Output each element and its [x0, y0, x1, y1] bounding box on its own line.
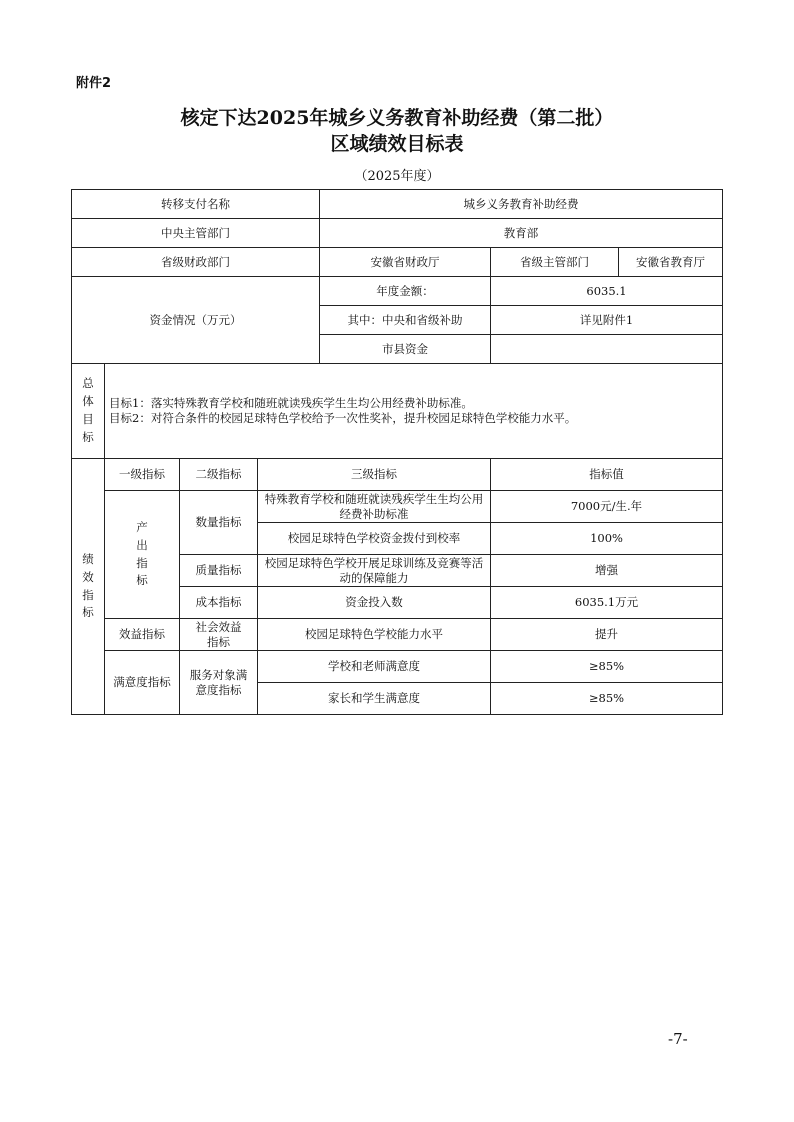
- performance-target-table: [71, 189, 723, 715]
- header-value: 指标值: [491, 459, 723, 491]
- cost-label: 成本指标: [180, 587, 258, 619]
- transfer-name-value: 城乡义务教育补助经费: [320, 190, 723, 219]
- overall-goal-content: [105, 364, 723, 459]
- cost-item-value: 6035.1万元: [491, 587, 723, 619]
- table-row: [72, 459, 723, 491]
- table-row: [72, 619, 723, 651]
- header-level3: 三级指标: [258, 459, 491, 491]
- page-title-line1: 核定下达2025年城乡义务教育补助经费（第二批）: [180, 107, 614, 129]
- satisfaction-item-2-name: 家长和学生满意度: [258, 683, 491, 715]
- prov-finance-label: 省级财政部门: [72, 248, 320, 277]
- table-row: [72, 248, 723, 277]
- satisfaction-label: 满意度指标: [105, 651, 180, 715]
- county-funds-label: 市县资金: [320, 335, 491, 364]
- quantity-label: 数量指标: [180, 491, 258, 555]
- attachment-label: 附件2: [76, 76, 112, 91]
- year-label: （2025年度）: [354, 169, 440, 184]
- performance-label: 绩效指标: [72, 459, 105, 715]
- central-dept-value: 教育部: [320, 219, 723, 248]
- table-row: [72, 219, 723, 248]
- central-dept-label: 中央主管部门: [72, 219, 320, 248]
- quantity-item-1-value: 7000元/生.年: [491, 491, 723, 523]
- header-level2: 二级指标: [180, 459, 258, 491]
- central-prov-value: 详见附件1: [491, 306, 723, 335]
- central-prov-label: 其中：中央和省级补助: [320, 306, 491, 335]
- quantity-item-2-name: 校园足球特色学校资金拨付到校率: [258, 523, 491, 555]
- county-funds-value: [491, 335, 723, 364]
- goal-2: 目标2：对符合条件的校园足球特色学校给予一次性奖补，提升校园足球特色学校能力水平。: [109, 411, 577, 425]
- satisfaction-item-1-value: ≥85%: [491, 651, 723, 683]
- quality-item-value: 增强: [491, 555, 723, 587]
- transfer-name-label: 转移支付名称: [72, 190, 320, 219]
- cost-item-name: 资金投入数: [258, 587, 491, 619]
- prov-finance-value: 安徽省财政厅: [320, 248, 491, 277]
- table-row: [72, 364, 723, 459]
- quantity-item-1-name: 特殊教育学校和随班就读残疾学生生均公用经费补助标准: [258, 491, 491, 523]
- overall-goal-label: 总体目标: [72, 364, 105, 459]
- table-row: [72, 190, 723, 219]
- table-row: [72, 491, 723, 523]
- social-benefit-label: 社会效益指标: [180, 619, 258, 651]
- social-benefit-item-value: 提升: [491, 619, 723, 651]
- quality-item-name: 校园足球特色学校开展足球训练及竞赛等活动的保障能力: [258, 555, 491, 587]
- social-benefit-item-name: 校园足球特色学校能力水平: [258, 619, 491, 651]
- satisfaction-item-1-name: 学校和老师满意度: [258, 651, 491, 683]
- header-level1: 一级指标: [105, 459, 180, 491]
- prov-admin-label: 省级主管部门: [491, 248, 619, 277]
- output-label: 产出指标: [105, 491, 180, 619]
- quality-label: 质量指标: [180, 555, 258, 587]
- quantity-item-2-value: 100%: [491, 523, 723, 555]
- annual-amount-value: 6035.1: [491, 277, 723, 306]
- page-number: -7-: [668, 1030, 688, 1048]
- benefit-label: 效益指标: [105, 619, 180, 651]
- goal-1: 目标1：落实特殊教育学校和随班就读残疾学生生均公用经费补助标准。: [109, 396, 473, 411]
- satisfaction-item-2-value: ≥85%: [491, 683, 723, 715]
- service-target-label: 服务对象满意度指标: [180, 651, 258, 715]
- table-row: [72, 651, 723, 683]
- page-title-line2: 区域绩效目标表: [330, 133, 464, 155]
- prov-admin-value: 安徽省教育厅: [619, 248, 723, 277]
- table-row: [72, 277, 723, 306]
- annual-amount-label: 年度金额：: [320, 277, 491, 306]
- funds-label: 资金情况（万元）: [72, 277, 320, 364]
